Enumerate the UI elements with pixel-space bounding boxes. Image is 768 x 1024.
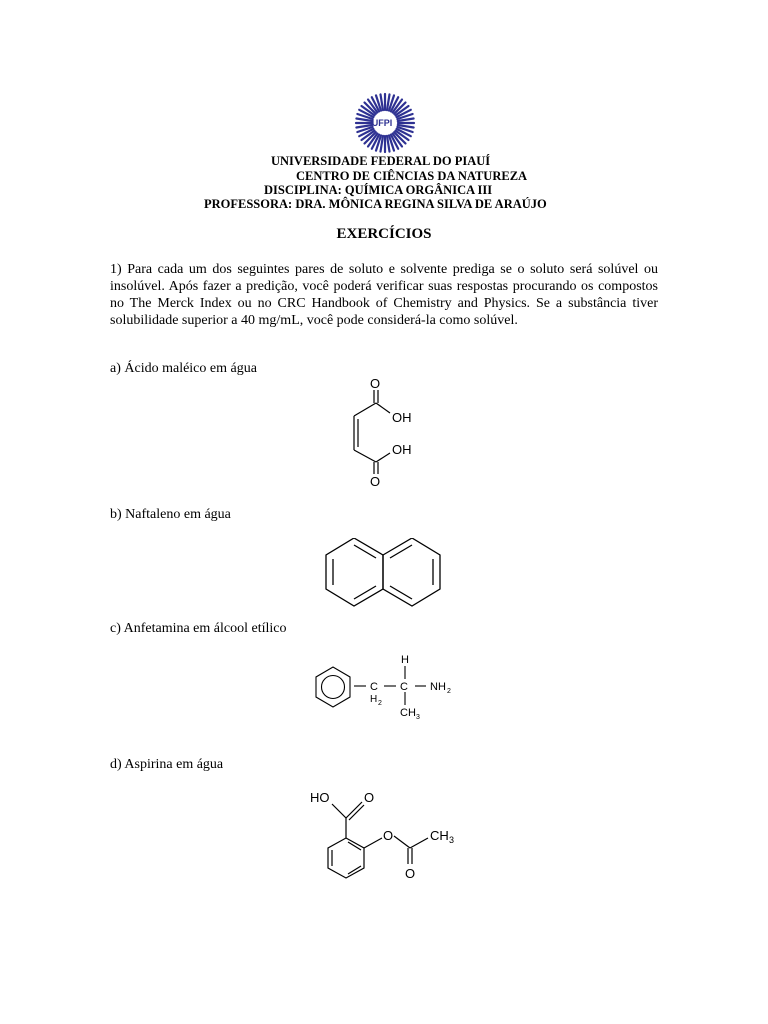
aspirin-o3: O (405, 866, 416, 881)
maleic-o-top: O (370, 376, 381, 391)
aspirin-o1: O (364, 790, 375, 805)
header-university: UNIVERSIDADE FEDERAL DO PIAUÍ (271, 154, 491, 168)
maleic-oh2: OH (392, 442, 412, 457)
amph-c2: C (400, 681, 408, 693)
aspirin-structure-icon (306, 786, 466, 886)
aspirin-ch: CH (430, 828, 449, 843)
university-logo (352, 92, 418, 154)
maleic-acid-structure-icon (340, 374, 430, 490)
item-b-label: b) Naftaleno em água (110, 507, 231, 522)
amph-sub-nh: 2 (447, 688, 451, 695)
header-professor: PROFESSORA: DRA. MÔNICA REGINA SILVA DE ARAÚJO (204, 197, 547, 211)
aspirin-ho: HO (310, 790, 330, 805)
maleic-o-bottom: O (370, 474, 381, 489)
aspirin-o2: O (383, 828, 394, 843)
amphetamine-structure-icon (314, 652, 464, 724)
aspirin-sub-ch: 3 (449, 835, 455, 845)
amph-c1: C (370, 681, 378, 693)
item-c-label: c) Anfetamina em álcool etílico (110, 621, 287, 636)
amph-h-top: H (401, 654, 409, 666)
logo-text: UFPI (371, 118, 393, 128)
naphthalene-structure-icon (322, 538, 446, 610)
question-text: 1) Para cada um dos seguintes pares de soluto e solvente prediga se o soluto será solúvel ou insolúvel. Após fazer a predição, você poderá verificar suas respostas procurando os compostos no The Merck Index ou no CRC Handbook of Chemistry and Physics. Se a substância tiver solubilidade superior a 40 mg/mL, você pode considerá-la como solúvel. (110, 262, 658, 328)
page-title: EXERCÍCIOS (336, 226, 432, 242)
header-center: CENTRO DE CIÊNCIAS DA NATUREZA (296, 169, 528, 183)
amph-h2: H (370, 694, 378, 705)
item-d-label: d) Aspirina em água (110, 757, 224, 772)
maleic-oh1: OH (392, 410, 412, 425)
amph-sub-ch: 3 (416, 714, 420, 721)
header-discipline: DISCIPLINA: QUÍMICA ORGÂNICA III (264, 183, 493, 197)
amph-nh: NH (430, 681, 446, 693)
amph-sub2: 2 (378, 700, 382, 707)
sunburst-logo-icon (352, 92, 418, 154)
item-a-label: a) Ácido maléico em água (110, 361, 257, 376)
amph-ch: CH (400, 707, 416, 719)
